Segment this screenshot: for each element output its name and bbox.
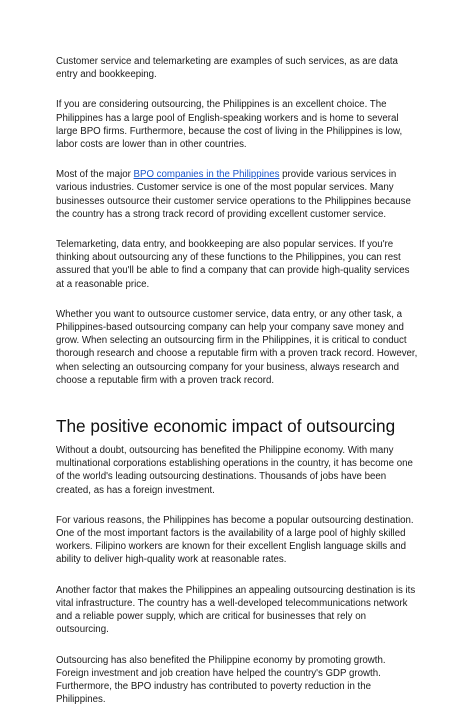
section-heading-economic-impact: The positive economic impact of outsourcing	[56, 416, 418, 436]
paragraph-telemarketing: Telemarketing, data entry, and bookkeeping are also popular services. If you're thinking about outsourcing any of these functions to the Philippines, you can rest assured that you'll be able to find a company that can provide high-quality services at a reasonable price.	[56, 238, 418, 291]
paragraph-various-reasons: For various reasons, the Philippines has become a popular outsourcing destination. One of the most important factors is the availability of a large pool of highly skilled workers. Filipino workers are known for their excellent English language skills and ability to deliver high-quality work at reasonable rates.	[56, 514, 418, 567]
paragraph-bpo-lead-text: Most of the major	[56, 169, 134, 180]
bpo-companies-link[interactable]: BPO companies in the Philippines	[134, 169, 280, 180]
paragraph-bpo-companies	[56, 168, 418, 221]
paragraph-bpo-rest-text: provide various services in various industries. Customer service is one of the most popular services. Many businesses outsource their customer service operations to the Philippines because the country has a strong track record of providing excellent customer service.	[56, 169, 411, 220]
paragraph-considering-outsourcing: If you are considering outsourcing, the Philippines is an excellent choice. The Philippines has a large pool of English-speaking workers and is home to several large BPO firms. Furthermore, because the cost of living in the Philippines is low, labor costs are lower than in other countries.	[56, 98, 418, 151]
paragraph-whether-outsource: Whether you want to outsource customer service, data entry, or any other task, a Philippines-based outsourcing company can help your company save money and grow. When selecting an outsourcing firm in the Philippines, it is critical to conduct thorough research and choose a reputable firm with a proven track record. However, when selecting an outsourcing company for your business, always research and choose a reputable firm with a proven track record.	[56, 308, 418, 387]
paragraph-infrastructure: Another factor that makes the Philippines an appealing outsourcing destination is its vital infrastructure. The country has a well-developed telecommunications network and a reliable power supply, which are critical for businesses that rely on outsourcing.	[56, 584, 418, 637]
paragraph-without-doubt: Without a doubt, outsourcing has benefited the Philippine economy. With many multinational corporations establishing operations in the country, it has become one of the world's leading outsourcing destinations. Thousands of jobs have been created, as has a foreign investment.	[56, 444, 418, 497]
paragraph-services-examples: Customer service and telemarketing are examples of such services, as are data entry and bookkeeping.	[56, 55, 418, 81]
paragraph-promoting-growth: Outsourcing has also benefited the Philippine economy by promoting growth. Foreign investment and job creation have helped the country's GDP growth. Furthermore, the BPO industry has contributed to poverty reduction in the Philippines.	[56, 654, 418, 706]
